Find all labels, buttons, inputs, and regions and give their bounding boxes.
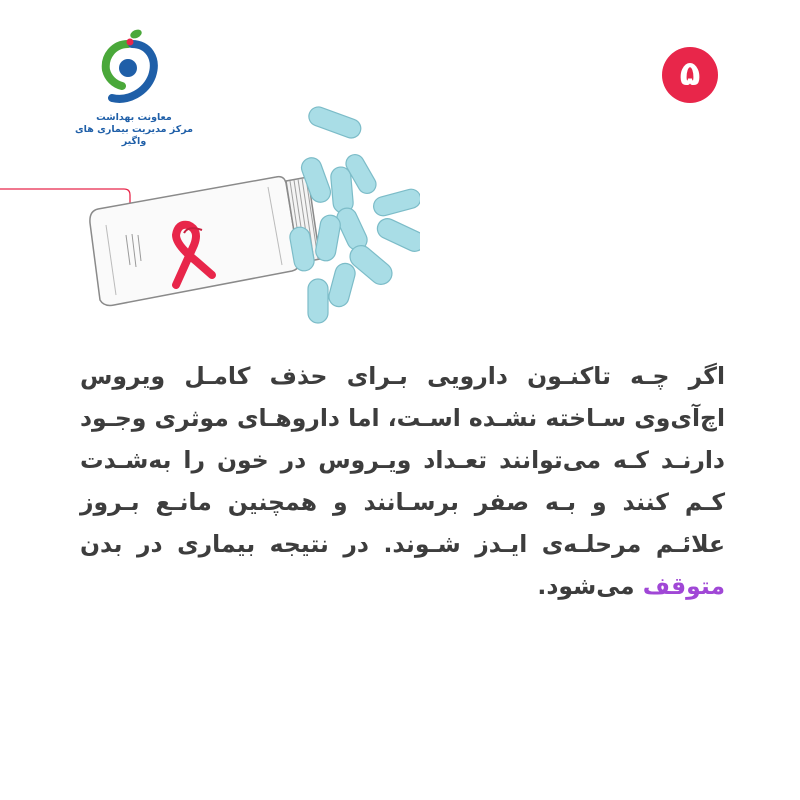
step-number-badge: ۵	[662, 47, 718, 103]
body-text-part-2: می‌شود.	[537, 572, 635, 600]
body-paragraph	[80, 355, 725, 607]
logo-line-2: مرکز مدیریت بیماری های واگیر	[74, 124, 194, 147]
pill-bottle-icon	[80, 95, 420, 345]
logo-line-1: معاونت بهداشت	[96, 112, 172, 123]
highlight-word: متوقف	[642, 572, 725, 600]
body-text-part-1: اگر چـه تاکنـون دارویی بـرای حذف کامـل ویروس اچ‌آی‌وی سـاخته نشـده اسـت، اما داروهـای موثری وجـود دارنـد کـه می‌توانند تعـداد ویـروس در خون را به‌شـدت کـم کنند و بـه صفر برسـانند و همچنین مانـع بـروز علائـم مرحلـه‌ی ایـدز شـوند. در نتیجه بیماری در بدن	[80, 362, 725, 558]
